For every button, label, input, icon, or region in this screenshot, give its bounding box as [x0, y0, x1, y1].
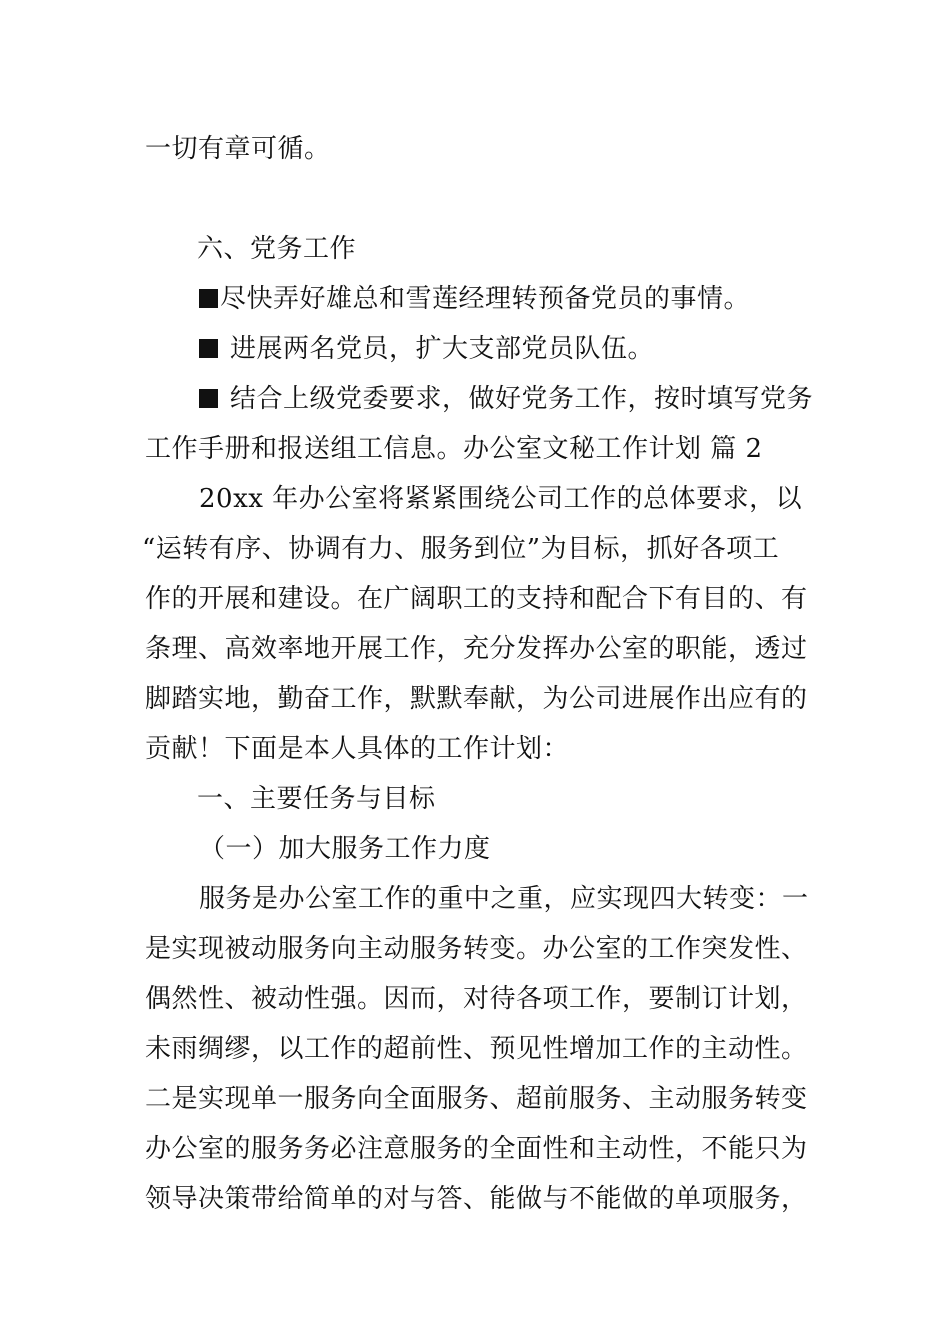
text-line: 二是实现单一服务向全面服务、超前服务、主动服务转变 — [145, 1084, 808, 1114]
text-line: 偶然性、被动性强。因而，对待各项工作，要制订计划， — [145, 984, 808, 1014]
section-heading: 六、党务工作 — [197, 234, 357, 264]
text-line: 未雨绸缪，以工作的超前性、预见性增加工作的主动性。 — [145, 1034, 808, 1064]
list-item-text: 结合上级党委要求，做好党务工作，按时填写党务 — [230, 384, 814, 414]
list-item-text: 尽快弄好雄总和雪莲经理转预备党员的事情。 — [220, 284, 751, 314]
text-line: 一切有章可循。 — [145, 134, 331, 164]
text-line: 20xx 年办公室将紧紧围绕公司工作的总体要求，以 — [199, 484, 803, 514]
list-item-text: 进展两名党员，扩大支部党员队伍。 — [230, 334, 655, 364]
text-line: 服务是办公室工作的重中之重，应实现四大转变：一 — [199, 884, 809, 914]
list-item — [199, 334, 654, 364]
square-bullet-icon — [199, 339, 218, 358]
square-bullet-icon — [199, 289, 218, 308]
text-line: “运转有序、协调有力、服务到位”为目标，抓好各项工 — [142, 534, 780, 564]
square-bullet-icon — [199, 389, 218, 408]
text-line: 办公室的服务务必注意服务的全面性和主动性，不能只为 — [145, 1134, 808, 1164]
text-line: 作的开展和建设。在广阔职工的支持和配合下有目的、有 — [145, 584, 808, 614]
text-line: 脚踏实地，勤奋工作，默默奉献，为公司进展作出应有的 — [145, 684, 808, 714]
subsection-heading: （一）加大服务工作力度 — [199, 834, 491, 864]
text-line: 是实现被动服务向主动服务转变。办公室的工作突发性、 — [145, 934, 808, 964]
list-item — [199, 284, 750, 314]
list-item — [199, 384, 813, 414]
text-line: 条理、高效率地开展工作，充分发挥办公室的职能，透过 — [145, 634, 808, 664]
text-line: 贡献！下面是本人具体的工作计划： — [145, 734, 570, 764]
text-line: 工作手册和报送组工信息。办公室文秘工作计划 篇 2 — [145, 434, 763, 464]
section-heading: 一、主要任务与目标 — [197, 784, 436, 814]
text-line: 领导决策带给简单的对与答、能做与不能做的单项服务， — [145, 1184, 808, 1214]
